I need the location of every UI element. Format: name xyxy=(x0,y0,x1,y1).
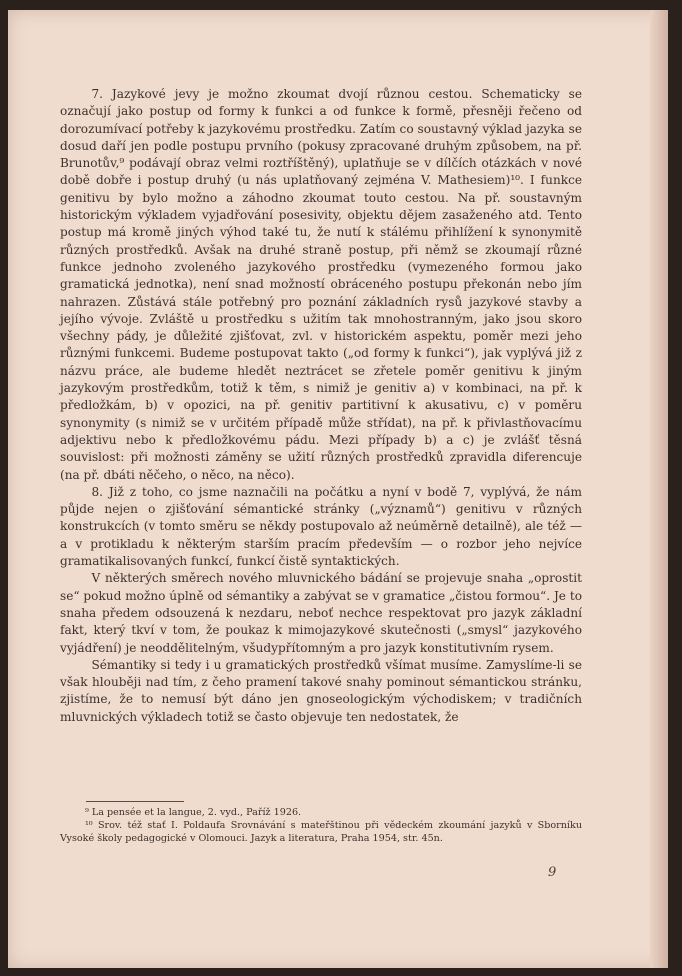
footnote-9: ⁹ La pensée et la langue, 2. vyd., Paříž 1926. xyxy=(84,807,302,818)
paragraph-7: 7. Jazykové jevy je možno zkoumat dvojí různou cestou. Schematicky se označují jako postup od formy k funkci a od funkce k formě, přesněji řečeno od dorozumívací potřeby k jazykovému prostředku. Zatím co soustavný výklad jazyka se dosud daří jen podle postupu prvního (pokusy zpracované druhým způsobem, na př. Brunotův,⁹ podávají obraz velmi roztříštěný), uplatňuje se v dílčích otázkách v nové době dobře i postup druhý (u nás uplatňovaný zejména V. Mathesiem)¹⁰. I funkce genitivu by bylo možno a záhodno zkoumat touto cestou. Na př. soustavným historickým výkladem vyjadřování posesivity, objektu dějem zasaženého atd. Tento postup má kromě jiných výhod také tu, že nutí k stálému přihlížení k synonymitě různých prostředků. Avšak na druhé straně postup, při němž se zkoumají různé funkce jednoho zvoleného jazykového prostředku (vymezeného formou jako gramatická jednotka), není snad možností obráceného postupu překonán nebo jím nahrazen. Zůstává stále potřebný pro poznání základních rysů jazykové stavby a jejího vývoje. Zvláště u prostředku s užitím tak mnohostranným, jako jsou skoro všechny pády, je důležité zjišťovat, zvl. v historickém aspektu, poměr mezi jeho různými funkcemi. Budeme postupovat takto („od formy k funkci“), jak vyplývá již z názvu práce, ale budeme hledět neztrácet se zřetele poměr genitivu k jiným jazykovým prostředkům, totiž k těm, s nimiž je genitiv a) v kombinaci, na př. k předložkám, b) v opozici, na př. genitiv partitivní k akusativu, c) v poměru synonymity (s nimiž se v určitém případě může střídat), na př. k přivlastňovacímu adjektivu nebo k předložkovému pádu. Mezi případy b) a c) je zvlášť těsná souvislost: při možnosti záměny se užití různých prostředků zpravidla diferencuje (na př. dbáti něčeho, o něco, na něco). xyxy=(60,87,582,482)
body-text xyxy=(60,86,582,726)
footnote-10: ¹⁰ Srov. též stať I. Poldaufa Srovnávání s mateřštinou při vědeckém zkoumání jazyků v Sborníku Vysoké školy pedagogické v Olomouci. Jazyk a literatura, Praha 1954, str. 45n. xyxy=(60,820,582,844)
paragraph-semantics: V některých směrech nového mluvnického bádání se projevuje snaha „oprostit se“ pokud možno úplně od sémantiky a zabývat se v gramatice „čistou formou“. Je to snaha předem odsouzená k nezdaru, neboť nechce respektovat pro jazyk základní fakt, který tkví v tom, že poukaz k mimojazykové skutečnosti („smysl“ jazykového vyjádření) je neoddělitelným, všudypřítomným a pro jazyk konstitutivním rysem. xyxy=(60,571,582,655)
paragraph-8: 8. Již z toho, co jsme naznačili na počátku a nyní v bodě 7, vyplývá, že nám půjde nejen o zjišťování sémantické stránky („významů“) genitivu v různých konstrukcích (v tomto směru se někdy postupovalo až neúměrně detailně), ale též — a v protikladu k některým starším pracím především — o rozbor jeho nejvíce gramatikalisovaných funkcí, funkcí čistě syntaktických. xyxy=(60,484,582,569)
footnotes xyxy=(60,806,582,845)
book-page xyxy=(8,10,668,968)
page-edge xyxy=(650,10,668,968)
page-number: 9 xyxy=(548,865,557,880)
paragraph-conclusion: Sémantiky si tedy i u gramatických prostředků všímat musíme. Zamyslíme-li se však hlouběji nad tím, z čeho pramení takové snahy pominout sémantickou stránku, zjistíme, že to nemusí být dáno jen gnoseologickým východiskem; v tradičních mluvnických výkladech totiž se často objevuje ten nedostatek, že xyxy=(60,657,582,724)
footnote-rule xyxy=(86,801,184,802)
